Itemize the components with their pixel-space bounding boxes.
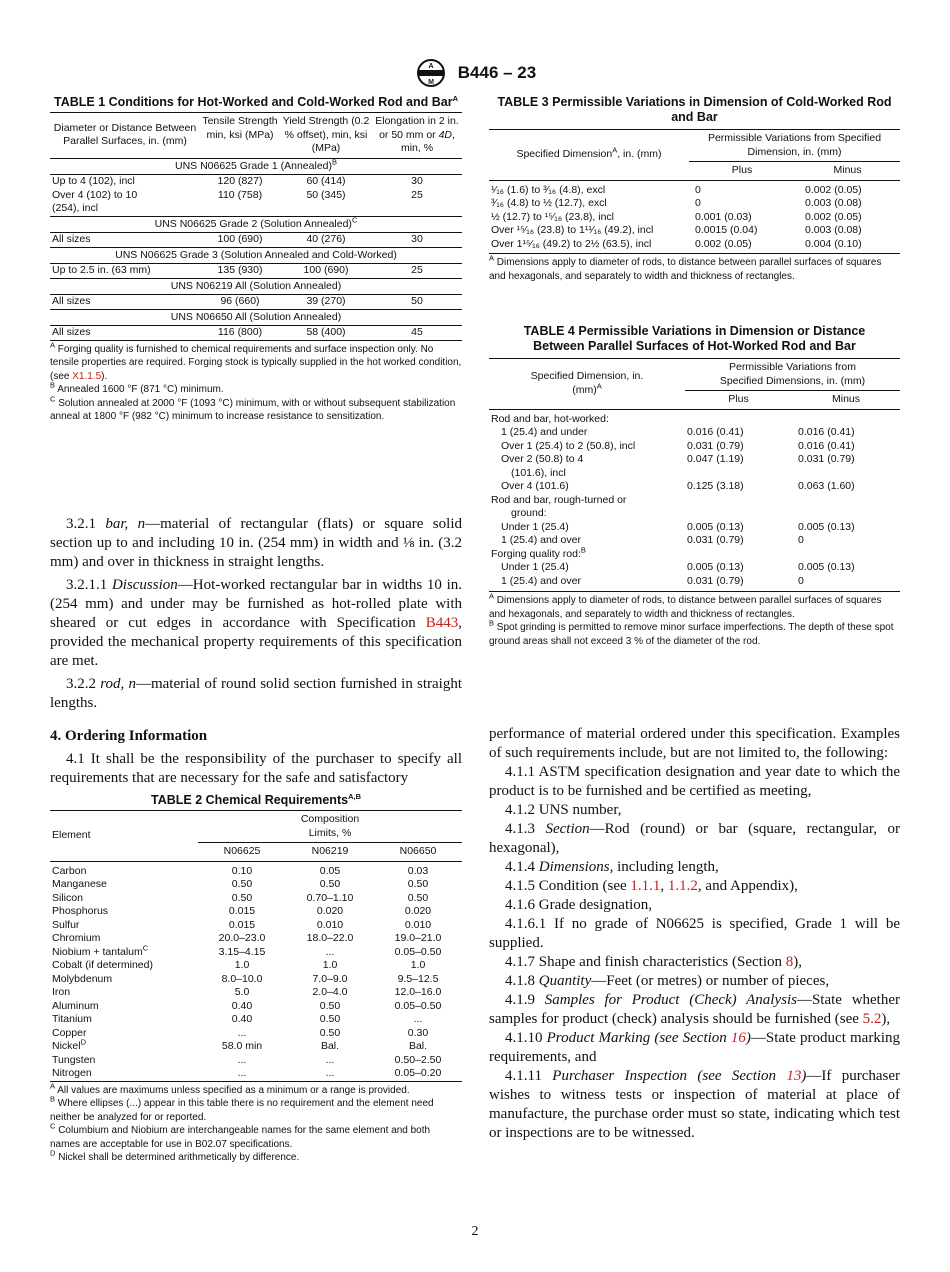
t2-value: 5.0 (234, 986, 250, 998)
t4-header-dim: Specified Dimension, in. (mm)$^A$ (530, 370, 644, 396)
link-section-8[interactable]: 8 (785, 954, 794, 970)
link-section-13[interactable]: 13 (786, 1068, 802, 1084)
t2-row (50, 1040, 462, 1054)
t2-element: Molybdenum (52, 972, 113, 985)
para-4-1-1: 4.1.1 ASTM specification designation and year date to which the product is to be furnished and be certified as meeting, (489, 764, 900, 799)
t2-value: ... (286, 1067, 374, 1081)
t2-row (50, 973, 462, 987)
para-4-1-6-1: 4.1.6.1 If no grade of N06625 is specified, Grade 1 will be supplied. (489, 916, 900, 951)
t1-cell: All sizes (52, 233, 91, 245)
t2-value: 1.0 (410, 959, 426, 971)
para-4-1-3: 4.1.3 Section—Rod (round) or bar (square, rectangular, or hexagonal), (489, 821, 901, 856)
t4-cell: 0.031 (0.79) (687, 534, 744, 546)
t1-cell: 116 (800) (200, 326, 280, 341)
t4-cell: 0.016 (0.41) (687, 426, 744, 438)
t1-header-yield: Yield Strength (0.2 % offset), min, ksi (MPa) (282, 115, 370, 154)
link-x115[interactable]: X1.1.5 (72, 370, 102, 382)
t2-row (50, 932, 462, 946)
t4-section-label: Forging quality rod:$^B$ (491, 545, 586, 560)
t3-row (489, 211, 900, 225)
t1-group-label: UNS N06650 All (Solution Annealed) (50, 309, 462, 326)
para-4-1-6: 4.1.6 Grade designation, (505, 897, 653, 913)
t2-value: ... (237, 1026, 247, 1039)
t1-cell: 100 (690) (303, 264, 349, 276)
table3-block (489, 95, 900, 283)
t2-value: 7.0–9.0 (312, 972, 348, 985)
t2-value: 1.0 (322, 959, 338, 971)
table3-notes: $^A$ Dimensions apply to diameter of rods, to distance between parallel surfaces of squares and hexagonals, and separately to width and thickness of rectangles. (489, 253, 900, 283)
t3-cell: 0.002 (0.05) (805, 183, 862, 196)
t1-cell: All sizes (52, 295, 91, 307)
link-section-16[interactable]: 16 (730, 1030, 746, 1046)
t2-value: 1.0 (234, 959, 250, 971)
t2-row (50, 1067, 462, 1081)
t2-value: 0.50 (407, 878, 429, 890)
t4-section-label-cont: ground: (511, 507, 547, 519)
t2-value: 0.30 (407, 1026, 429, 1039)
t1-cell: All sizes (50, 326, 200, 341)
t2-row (50, 1000, 462, 1014)
t2-value: 0.015 (228, 905, 256, 917)
t4-cell: 1 (25.4) and over (501, 574, 581, 587)
t2-row (50, 986, 462, 1000)
t4-cell: Over 1 (25.4) to 2 (50.8), incl (501, 439, 636, 452)
t1-group-label: UNS N06219 All (Solution Annealed) (50, 278, 462, 295)
t2-element: Nickel$^D$ (52, 1037, 87, 1052)
t2-element: Manganese (52, 878, 107, 890)
t2-value: 3.15–4.15 (218, 945, 266, 958)
t2-value: 8.0–10.0 (221, 972, 263, 985)
left-body-text (50, 515, 462, 788)
t4-cell: 0.031 (0.79) (687, 574, 744, 587)
t2-value: 0.50 (231, 891, 253, 904)
t1-cell: 45 (372, 326, 462, 341)
para-4-1-cont: performance of material ordered under this specification. Examples of such requirements include, but are not limited to, the following: (489, 726, 900, 761)
para-3-2-1-1: 3.2.1.1 Discussion—Hot-worked rectangular bar in widths 10 in. (254 mm) and under may be furnished as hot-rolled plate with sheared or cut edges in accordance with Specification B443, provided the mechanical property requirements of this specification are met. (50, 577, 463, 669)
page-header (0, 58, 950, 88)
t4-cell: Under 1 (25.4) (501, 520, 569, 533)
t2-element: Chromium (52, 932, 101, 944)
t1-data-row (50, 189, 462, 217)
para-4-1-2: 4.1.2 UNS number, (505, 802, 622, 818)
svg-text:M: M (427, 79, 434, 86)
t1-cell: 96 (660) (220, 295, 260, 307)
t2-value: ... (198, 1067, 286, 1081)
para-4-1-7: 4.1.7 Shape and finish characteristics (Section 8), (505, 954, 803, 970)
t3-cell: 0.002 (0.05) (695, 237, 752, 250)
t3-header-dim: Specified Dimension$^A$, in. (mm) (516, 145, 662, 160)
t1-data-row (50, 295, 462, 310)
table1 (50, 112, 462, 341)
t1-data-row (50, 264, 462, 279)
t2-element: Sulfur (52, 918, 80, 931)
t2-value: 0.010 (316, 918, 344, 931)
t3-cell: 0.002 (0.05) (805, 210, 862, 223)
t3-row (489, 238, 900, 252)
t1-cell: 50 (411, 295, 423, 307)
table4 (489, 358, 900, 588)
para-4-1-9: 4.1.9 Samples for Product (Check) Analysis—State whether samples for product (check) analysis should be furnished (see 5.2), (489, 992, 901, 1027)
t4-cell: 0.005 (0.13) (798, 520, 855, 533)
t4-cell: 0.005 (0.13) (687, 520, 744, 533)
t1-header-dim: Diameter or Distance Between Parallel Surfaces, in. (mm) (53, 121, 197, 148)
t3-cell: ½ (12.7) to ¹⁵⁄₁₆ (23.8), incl (491, 210, 615, 223)
table2 (50, 810, 462, 1082)
t1-cell: 100 (690) (217, 233, 263, 245)
t2-row (50, 1013, 462, 1027)
t3-header-plus: Plus (689, 162, 795, 181)
link-5-2[interactable]: 5.2 (862, 1011, 882, 1027)
t4-header-plus: Plus (685, 391, 792, 410)
t4-cell: Over 4 (101.6) (501, 480, 569, 492)
link-1-1-2[interactable]: 1.1.2 (667, 878, 698, 894)
table2-notes: $^A$ All values are maximums unless specified as a minimum or a range is provided. $^B$ Where ellipses (...) appear in this table there is no requirement and the element need neither be analyzed for or reported. $^C$ Columbium and Niobium are interchangeable names for the same element and both names are acceptable for use in B02.07 specifications. $^D$ Nickel shall be determined arithmetically by difference. (50, 1081, 434, 1163)
t1-group-label: UNS N06625 Grade 1 (Annealed)$^B$ (50, 158, 462, 175)
t1-data-row (50, 326, 462, 341)
t2-row (50, 959, 462, 973)
t2-value: 9.5–12.5 (397, 972, 439, 985)
t1-group-row (50, 216, 462, 233)
t2-element: Tungsten (52, 1053, 96, 1066)
table2-block (50, 793, 462, 1165)
t2-header-limits: Composition Limits, % (300, 813, 360, 839)
table4-title: TABLE 4 Permissible Variations in Dimension or Distance Between Parallel Surfaces of Hot-Worked Rod and Bar (523, 324, 866, 353)
para-3-2-2: 3.2.2 rod, n—material of round solid section furnished in straight lengths. (50, 676, 463, 711)
t2-value: 0.50 (319, 999, 341, 1012)
t2-value: 0.40 (231, 999, 253, 1012)
t1-group-row (50, 309, 462, 326)
t2-row (50, 878, 462, 892)
t4-cell: 0.031 (0.79) (798, 453, 855, 465)
t2-value: 12.0–16.0 (394, 986, 442, 998)
t1-cell: 120 (827) (217, 175, 263, 187)
t2-element: Aluminum (52, 999, 99, 1012)
t2-element: Niobium + tantalum$^C$ (52, 943, 149, 958)
t2-element: Phosphorus (52, 905, 109, 917)
t1-cell: 110 (758) (217, 188, 263, 201)
t4-row (489, 575, 900, 589)
table2-title: TABLE 2 Chemical Requirements$^{A,B}$ (151, 791, 361, 807)
t2-value: 0.50 (231, 878, 253, 890)
t2-row (50, 1027, 462, 1041)
t1-cell: 40 (276) (306, 233, 346, 245)
t3-cell: 0.003 (0.08) (805, 197, 862, 209)
t2-value: 58.0 min (221, 1040, 263, 1052)
t2-value: 0.10 (231, 864, 253, 877)
para-3-2-1: 3.2.1 bar, n—material of rectangular (flats) or square solid section up to and including 10 in. (254 mm) in width and ⅛ in. (3.2 mm) and over in thickness in straight lengths. (50, 516, 462, 570)
t4-cell: Over 2 (50.8) to 4 (501, 453, 584, 465)
t4-row (489, 521, 900, 535)
para-4-1-8: 4.1.8 Quantity—Feet (or metres) or number of pieces, (505, 973, 830, 989)
t1-group-row (50, 278, 462, 295)
link-b443[interactable]: B443 (425, 615, 459, 631)
table3-title: TABLE 3 Permissible Variations in Dimension of Cold-Worked Rod and Bar (497, 95, 892, 124)
right-body-text (489, 725, 900, 1143)
t1-cell: 39 (270) (306, 295, 346, 307)
t4-row-cont (489, 467, 900, 481)
t1-header-elongation: Elongation in 2 in. or 50 mm or 4D, min, % (375, 115, 459, 154)
t4-row (489, 440, 900, 454)
t4-header-var: Permissible Variations from Specified Dimensions, in. (mm) (719, 361, 866, 387)
t1-group-label: UNS N06625 Grade 3 (Solution Annealed and Cold-Worked) (50, 247, 462, 264)
table1-block (50, 95, 462, 424)
t1-cell: Over 4 (102) to 10 (254), incl (52, 188, 138, 214)
t4-cell: 0.031 (0.79) (687, 439, 744, 452)
link-1-1-1[interactable]: 1.1.1 (630, 878, 661, 894)
t2-element: Carbon (52, 864, 87, 877)
t2-value: ... (325, 945, 335, 958)
t2-header-alloy: N06650 (374, 843, 462, 862)
t4-row (489, 453, 900, 467)
table1-title: TABLE 1 Conditions for Hot-Worked and Cold-Worked Rod and Bar$^A$ (53, 93, 459, 109)
t3-cell: 0.0015 (0.04) (695, 224, 758, 236)
t4-cell: 0.016 (0.41) (798, 439, 855, 452)
t2-value: 0.70–1.10 (306, 891, 354, 904)
table3 (489, 129, 900, 251)
t2-value: 0.50 (319, 1013, 341, 1025)
t3-row (489, 224, 900, 238)
t2-row (50, 861, 462, 878)
astm-logo-icon (414, 58, 448, 88)
t2-value: 0.015 (228, 918, 256, 931)
t1-group-row (50, 247, 462, 264)
table1-notes: $^A$ Forging quality is furnished to chemical requirements and surface inspection only. No tensile properties are required. Forging stock is typically supplied in the hot worked condition, (see X1.1.5). $^B$ Annealed 1600 °F (871 °C) minimum. $^C$ Solution annealed at 2000 °F (1093 °C) minimum, with or without subsequent stabilization anneal at 1800 °F (982 °C) minimum to increase resistance to sensitization. (50, 340, 462, 422)
t2-value: 0.010 (404, 918, 432, 931)
t2-header-element: Element (52, 829, 91, 841)
t3-cell: ¹⁄₁₆ (1.6) to ³⁄₁₆ (4.8), excl (491, 183, 606, 196)
t4-cell: 0.063 (1.60) (798, 480, 855, 492)
t4-cell: 1 (25.4) and over (501, 534, 581, 546)
t3-cell: Over 1¹⁵⁄₁₆ (49.2) to 2½ (63.5), incl (491, 237, 652, 250)
para-4-1-5: 4.1.5 Condition (see 1.1.1, 1.1.2, and Appendix), (505, 878, 798, 894)
t2-row (50, 946, 462, 960)
t1-data-row (50, 175, 462, 189)
t3-cell: ³⁄₁₆ (4.8) to ½ (12.7), excl (491, 197, 607, 209)
t1-cell: 25 (411, 188, 423, 201)
t3-header-minus: Minus (795, 162, 900, 181)
t1-cell: Up to 4 (102), incl (52, 175, 135, 187)
t1-cell: Up to 2.5 in. (63 mm) (52, 264, 151, 276)
t2-value: 2.0–4.0 (312, 986, 348, 998)
t3-row (489, 197, 900, 211)
t2-value: 18.0–22.0 (306, 932, 354, 944)
t1-cell: 60 (414) (306, 175, 346, 187)
t2-row (50, 919, 462, 933)
t1-cell: 25 (411, 264, 423, 276)
t4-cell: 0.005 (0.13) (798, 561, 855, 573)
t2-row (50, 892, 462, 906)
t2-value: 19.0–21.0 (394, 932, 442, 944)
t2-value: ... (325, 1053, 335, 1066)
t2-value: 0.03 (407, 864, 429, 877)
t4-section-label: Rod and bar, rough-turned or (491, 493, 627, 506)
t2-value: 20.0–23.0 (218, 932, 266, 944)
t3-cell: 0 (695, 183, 701, 196)
t4-cell: 0 (798, 534, 804, 546)
table4-notes: $^A$ Dimensions apply to diameter of rods, to distance between parallel surfaces of squares and hexagonals, and separately to width and thickness of rectangles. $^B$ Spot grinding is permitted to remove minor surface imperfections. The depth of these spot ground areas shall not exceed 3 % of the diameter of the rod. (489, 591, 900, 648)
t3-cell: 0 (695, 197, 701, 209)
t2-value: 0.05–0.20 (374, 1067, 462, 1081)
t4-cell: 0.047 (1.19) (687, 453, 744, 465)
t4-cell: 0.125 (3.18) (687, 480, 744, 492)
t4-cell: 1 (25.4) and under (501, 426, 588, 438)
t4-row (489, 480, 900, 494)
section-4-heading: 4. Ordering Information (50, 728, 208, 744)
t4-row (489, 561, 900, 575)
t2-value: 0.50 (407, 891, 429, 904)
para-4-1-4: 4.1.4 Dimensions, including length, (505, 859, 719, 875)
para-4-1-11: 4.1.11 Purchaser Inspection (see Section 13)—If purchaser wishes to witness tests or inspection of material at place of manufacture, the purchase order must so state, indicating which test or inspections are to be witnessed. (489, 1068, 901, 1141)
t2-row (50, 1054, 462, 1068)
t4-cell: 0.016 (0.41) (798, 426, 855, 438)
para-4-1-10: 4.1.10 Product Marking (see Section 16)—State product marking requirements, and (489, 1030, 900, 1065)
t2-value: 0.020 (404, 905, 432, 917)
t3-header-var: Permissible Variations from Specified Dimension, in. (mm) (707, 132, 882, 158)
t1-cell: 135 (930) (217, 264, 263, 276)
t1-header-tensile: Tensile Strength min, ksi (MPa) (202, 115, 278, 141)
t4-row (489, 534, 900, 548)
table4-block (489, 324, 900, 648)
t2-value: ... (237, 1053, 247, 1066)
t2-value: 0.50 (319, 878, 341, 890)
t4-row (489, 426, 900, 440)
t3-cell: 0.001 (0.03) (695, 210, 752, 223)
designation: B446 – 23 (457, 63, 537, 82)
t2-value: ... (413, 1013, 423, 1025)
t1-cell: 30 (411, 175, 423, 187)
t2-element: Copper (52, 1026, 87, 1039)
t3-cell: 0.004 (0.10) (805, 237, 862, 250)
t2-element: Iron (52, 986, 71, 998)
t4-header-minus: Minus (792, 391, 900, 410)
t2-value: 0.05–0.50 (394, 999, 442, 1012)
svg-text:A: A (428, 63, 434, 70)
t3-row (489, 180, 900, 197)
t2-element: Titanium (52, 1013, 92, 1025)
t2-value: 0.50 (319, 1026, 341, 1039)
t4-cell: 0 (798, 574, 804, 587)
t2-value: Bal. (320, 1040, 340, 1052)
t2-header-alloy: N06219 (286, 843, 374, 862)
t1-cell: 30 (411, 233, 423, 245)
page-number: 2 (471, 1224, 479, 1239)
t2-element: Silicon (52, 891, 83, 904)
t2-element: Cobalt (if determined) (52, 959, 153, 971)
t4-cell: 0.005 (0.13) (687, 561, 744, 573)
t4-cell: Under 1 (25.4) (501, 561, 569, 573)
t1-group-label: UNS N06625 Grade 2 (Solution Annealed)$^C$ (50, 216, 462, 233)
para-4-1: 4.1 It shall be the responsibility of the purchaser to specify all requirements that are necessary for the safe and satisfactory (50, 751, 462, 786)
t3-cell: 0.003 (0.08) (805, 224, 862, 236)
t2-header-alloy: N06625 (198, 843, 286, 862)
t2-element: Nitrogen (50, 1067, 198, 1081)
t1-cell: 58 (400) (280, 326, 372, 341)
t1-group-row (50, 158, 462, 175)
t2-value: 0.05–0.50 (394, 945, 442, 958)
t2-row (50, 905, 462, 919)
t2-value: Bal. (408, 1040, 428, 1052)
t4-cell-cont: (101.6), incl (511, 466, 566, 479)
t1-data-row (50, 233, 462, 248)
t2-value: 0.05 (319, 864, 341, 877)
t4-section-label: Rod and bar, hot-worked: (491, 412, 609, 425)
t3-cell: Over ¹⁵⁄₁₆ (23.8) to 1¹¹⁄₁₆ (49.2), incl (491, 224, 654, 236)
t2-value: 0.40 (231, 1013, 253, 1025)
t2-value: 0.020 (316, 905, 344, 917)
t1-cell: 50 (345) (306, 188, 346, 201)
t2-value: 0.50–2.50 (394, 1053, 442, 1066)
